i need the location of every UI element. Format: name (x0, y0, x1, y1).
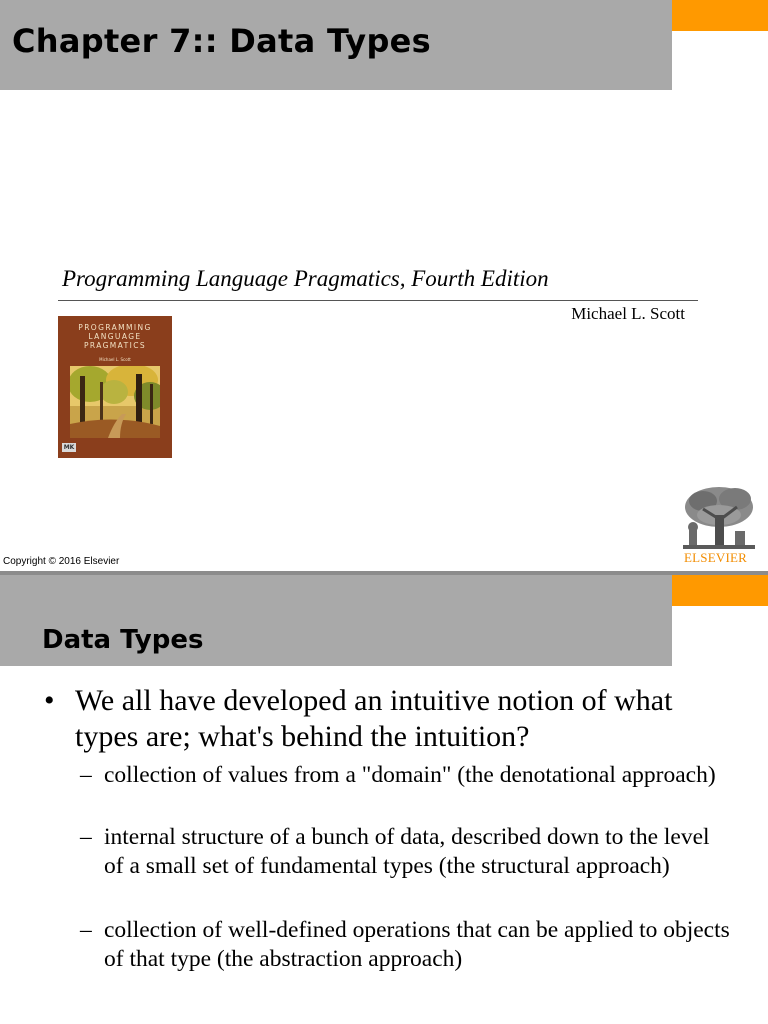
author-name: Michael L. Scott (571, 304, 685, 323)
sub-point-text: internal structure of a bunch of data, described down to the level of a small set of fundamental types (the structural approach) (104, 824, 710, 879)
accent-block (672, 0, 768, 31)
accent-block (672, 575, 768, 606)
slide-data-types (0, 575, 768, 1024)
cover-author: Michael L. Scott (99, 357, 131, 362)
cover-title (58, 323, 172, 350)
slide-heading: Data Types (42, 625, 204, 655)
book-title: Programming Language Pragmatics, Fourth Edition (62, 266, 549, 291)
bullet-icon: • (44, 684, 55, 717)
cover-title-line: PROGRAMMING (78, 323, 152, 332)
sub-point-text: collection of well-defined operations that can be applied to objects of that type (the abstraction approach) (104, 917, 730, 972)
cover-title-line: PRAGMATICS (83, 341, 147, 350)
dash-icon: – (80, 762, 92, 788)
elsevier-tree-logo (683, 485, 755, 551)
bullet-text: We all have developed an intuitive notion of what types are; what's behind the intuition? (75, 684, 673, 753)
publisher-logo: MK (63, 444, 75, 451)
cover-title-line: LANGUAGE (88, 332, 142, 341)
dash-icon: – (80, 824, 92, 850)
sub-point-text: collection of values from a "domain" (the denotational approach) (104, 762, 716, 788)
dash-icon: – (80, 917, 92, 943)
book-cover-image (58, 316, 172, 458)
slide-title-heading: Chapter 7:: Data Types (12, 22, 432, 60)
copyright-notice: Copyright © 2016 Elsevier (3, 556, 120, 567)
forest-illustration (70, 366, 160, 438)
divider-rule (58, 300, 698, 301)
publisher-name: ELSEVIER (684, 550, 747, 565)
